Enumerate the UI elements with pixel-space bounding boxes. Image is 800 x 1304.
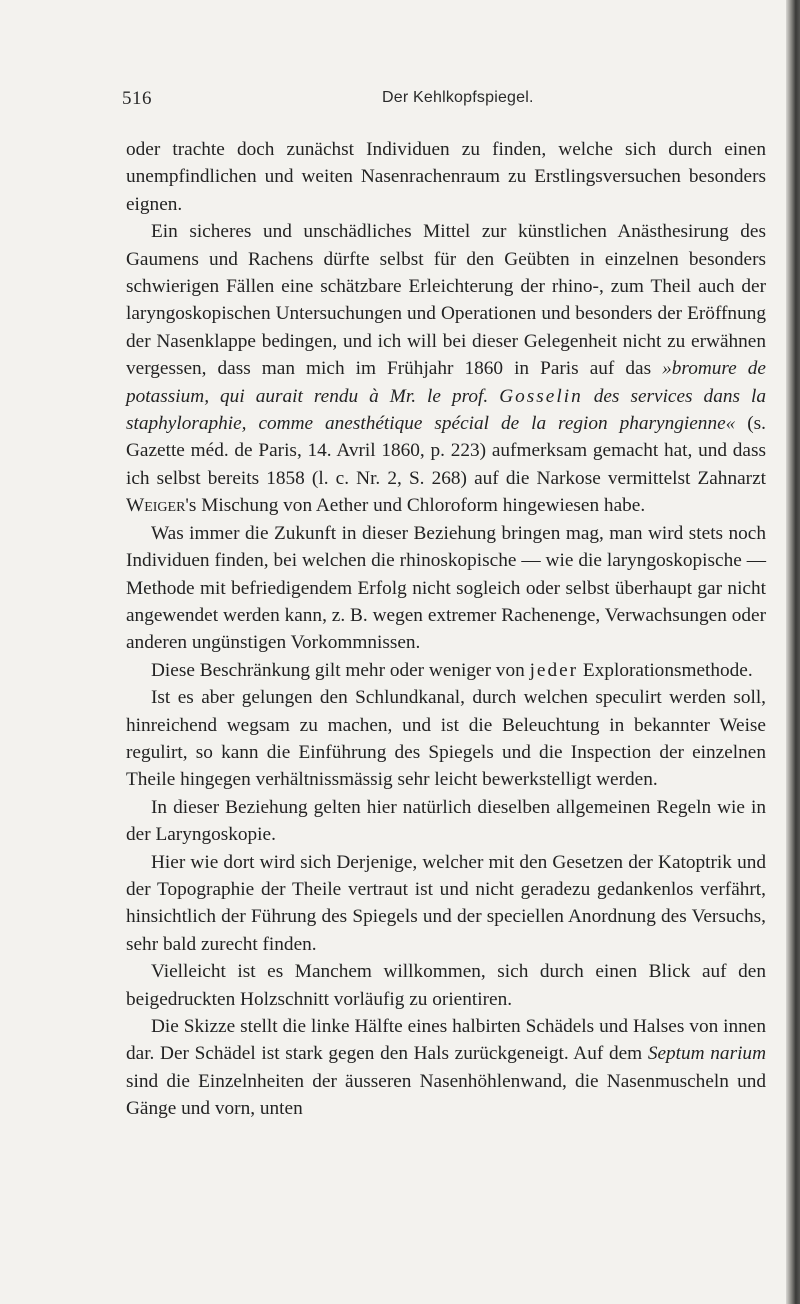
running-title: Der Kehlkopfspiegel. bbox=[382, 89, 534, 106]
paragraph-4-text-a: Diese Beschränkung gilt mehr oder weniger von bbox=[151, 659, 530, 681]
french-quote-part-1: »bromure de potassium, qui aurait rendu à Mr. le prof. bbox=[126, 358, 766, 407]
spaced-word-jeder: jeder bbox=[529, 659, 579, 681]
person-name-weiger: Weiger bbox=[126, 495, 186, 517]
paragraph-3: Was immer die Zukunft in dieser Beziehung bringen mag, man wird stets noch Individuen finden, bei welchen die rhinoskopische — wie die laryngoskopische — Methode mit befriedigendem Erfolg nicht sogleich oder selbst überhaupt gar nicht angewendet werden kann, z. B. wegen extremer Rachenenge, Verwachsungen oder anderen ungünstigen Vorkommnissen. bbox=[126, 522, 766, 654]
paragraph-2-text-b: (s. Gazette méd. de Paris, 14. Avril 1860, p. 223) aufmerksam gemacht hat, und dass ich selbst bereits 1858 (l. c. Nr. 2, S. 268) auf die Narkose vermittelst Zahnarzt bbox=[126, 413, 766, 489]
body-text bbox=[126, 136, 766, 1123]
page-header bbox=[122, 88, 762, 112]
page-number: 516 bbox=[122, 88, 152, 109]
italic-septum-narium: Septum narium bbox=[647, 1043, 766, 1065]
paragraph-9 bbox=[126, 1013, 766, 1123]
paragraph-2 bbox=[126, 218, 766, 519]
paragraph-8: Vielleicht ist es Manchem willkommen, sich durch einen Blick auf den beigedruckten Holzschnitt vorläufig zu orientiren. bbox=[126, 961, 766, 1010]
paragraph-7: Hier wie dort wird sich Derjenige, welcher mit den Gesetzen der Katoptrik und der Topographie der Theile vertraut ist und nicht geradezu gedankenlos verfährt, hinsichtlich der Führung des Spiegels und der speciellen Anordnung des Versuchs, sehr bald zurecht finden. bbox=[126, 851, 766, 955]
person-name-gosselin: Gosselin bbox=[499, 385, 583, 407]
paragraph-9-text-b: sind die Einzelnheiten der äusseren Nasenhöhlenwand, die Nasenmuscheln und Gänge und vorn, unten bbox=[126, 1070, 766, 1120]
paragraph-5: Ist es aber gelungen den Schlundkanal, durch welchen speculirt werden soll, hinreichend wegsam zu machen, und ist die Beleuchtung in bekannter Weise regulirt, so kann die Einführung des Spiegels und die Inspection der einzelnen Theile hingegen verhältnissmässig sehr leicht bewerkstelligt werden. bbox=[126, 687, 766, 791]
paragraph-1: oder trachte doch zunächst Individuen zu finden, welche sich durch einen unempfindlichen und weiten Nasenrachenraum zu Erstlingsversuchen besonders eignen. bbox=[126, 139, 766, 215]
book-edge-shadow bbox=[786, 0, 800, 1304]
paragraph-4-text-b: Explorationsmethode. bbox=[578, 659, 753, 681]
paragraph-2-text-c: 's Mischung von Aether und Chloroform hingewiesen habe. bbox=[185, 495, 646, 517]
paragraph-6: In dieser Beziehung gelten hier natürlich dieselben allgemeinen Regeln wie in der Laryngoskopie. bbox=[126, 796, 766, 846]
paragraph-2-text-a: Ein sicheres und unschädliches Mittel zur künstlichen Anästhesirung des Gaumens und Rachens dürfte selbst für den Geübten in einzelnen besonders schwierigen Fällen eine schätzbare Erleichterung der rhino-, zum Theil auch der laryngoskopischen Untersuchungen und Operationen und besonders der Eröffnung der Nasenklappe bedingen, und ich will bei dieser Gelegenheit nicht zu erwähnen vergessen, dass man mich im Frühjahr 1860 in Paris auf das bbox=[126, 221, 766, 380]
paragraph-4 bbox=[126, 657, 766, 684]
french-quote-part-2: des services dans la staphyloraphie, comme anesthétique spécial de la region pharyngienne« bbox=[126, 385, 766, 435]
paragraph-9-text-a: Die Skizze stellt die linke Hälfte eines halbirten Schädels und Halses von innen dar. Der Schädel ist stark gegen den Hals zurückgeneigt. Auf dem bbox=[126, 1016, 766, 1065]
